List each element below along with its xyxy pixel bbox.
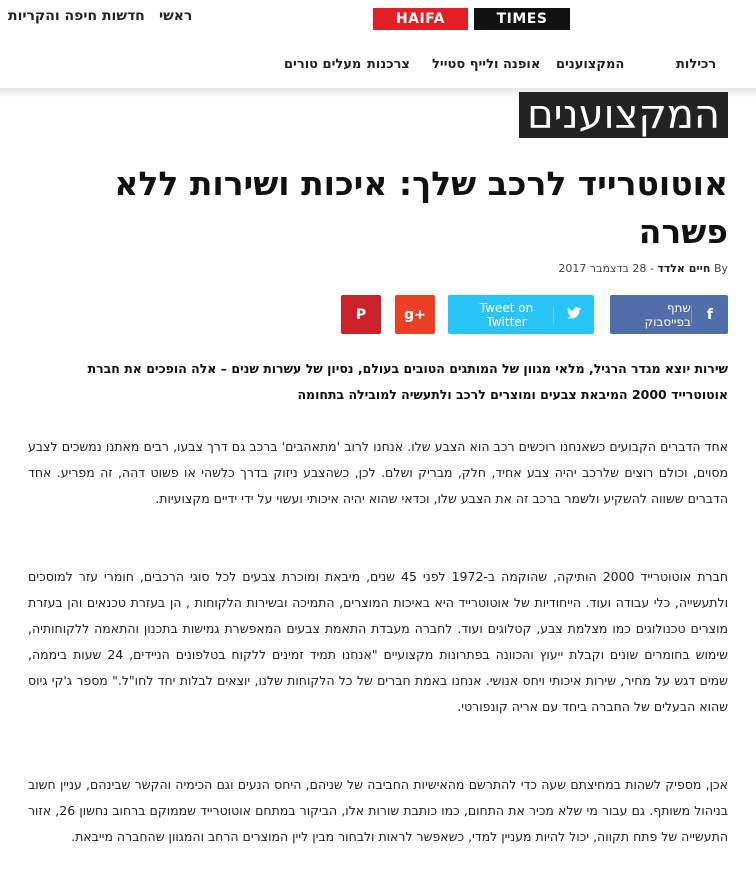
logo-haifa: HAIFA [373,8,468,30]
top-bar [0,0,756,40]
share-twitter-button[interactable] [448,295,594,334]
share-googleplus-button[interactable] [395,295,435,334]
byline [558,262,728,275]
nav-item-gossip[interactable]: רכילות [676,57,717,72]
share-twitter-label: Tweet on Twitter [479,300,534,329]
twitter-icon [553,307,594,323]
main-nav [0,48,756,88]
nav-item-columns[interactable]: מעלים טורים [284,57,362,72]
article-paragraph-1: אחד הדברים הקבועים כשאנחנו רוכשים רכב הוא הצבע שלו. אנחנו לרוב 'מתאהבים' ברכב גם דרך צבעו, רבים מאתנו נמשכים לצבע מסוים, וכולם רוצים שלרכב יהיה צבע אחיד, חלק, מבריק ושלם. לכן, כשהצבע ניזוק בדרך כלשהי או פשוט דהה, זה מפריע. אחד הדברים ששווה להשקיע ולשמר ברכב זה את הצבע שלו, וכדאי שהוא יהיה איכותי ועשוי על ידי ידיים מקצועיות. [28,439,728,506]
publish-date: 28 בדצמבר 2017 [558,262,647,275]
article-title: אוטוטרייד לרכב שלך: איכות ושירות ללא פשרה [114,164,728,251]
article-paragraph-2: חברת אוטוטרייד 2000 הותיקה, שהוקמה ב-1972 לפני 45 שנים, מיבאת ומוכרת צבעים לכל סוגי הרכבים, חומרי עזר למוסכים ולתעשייה, כלי עבודה ועוד. הייחודיות של אוטוטרייד היא באיכות המוצרים, התמיכה ובשירות הלקוחות , הן בעזרת טכנאים והן בעזרת מוצרים טכנולוגים כמו מצלמת צבע, קטלוגים ועוד. לחברה מעבדת התאמת צבעים המאפשרת גמישות בתכנון והתאמה ללקוחותיה, שימוש בחומרים שונים וקבלת ייעוץ והכוונה בפתרונות מקצועיים "אנחנו תמיד זמינים ללקוח בטלפונים הניידים, 24 שעות ביממה, שמים דגש על מחיר, שירות איכותי ויחס אנושי. אנחנו באמת חברים של כל הלקוחות שלנו, יוצאים לבלות יחד לחו"ל." מספר ג'קי גיוס שהוא הבעלים של החברה ביחד עם אריה קונפורטי. [28,569,728,714]
byline-prefix: By [713,262,728,275]
top-nav-home-link[interactable]: ראשי [159,8,193,24]
author-link[interactable]: חיים אלדד [657,262,711,275]
share-facebook-label: שתף בפייסבוק [644,300,691,329]
nav-item-consumer[interactable]: צרכנות [367,57,410,72]
byline-separator: - [649,262,654,275]
article-lead: שירות יוצא מגדר הרגיל, מלאי מגוון של המותגים הטובים בעולם, נסיון של עשרות שנים – אלה הופכים את חברת אוטוטרייד 2000 המיבאת צבעים ומוצרים לרכב ולתעשיה למובילה בתחומה [87,361,728,402]
nav-item-fashion[interactable]: אופנה ולייף סטייל [432,57,541,72]
share-facebook-button[interactable] [610,295,728,334]
pinterest-icon: P [355,306,367,323]
category-label[interactable]: המקצוענים [519,92,728,138]
facebook-icon: f [691,307,728,323]
site-logo[interactable] [373,8,570,30]
share-pinterest-button[interactable] [341,295,381,334]
nav-item-professionals[interactable]: המקצוענים [556,57,625,72]
google-plus-icon: g+ [404,306,426,323]
top-nav-news-link[interactable]: חדשות חיפה והקריות [8,8,145,24]
logo-times: TIMES [474,8,570,30]
article-paragraph-3: אכן, מספיק לשהות במחיצתם שעה כדי להתרשם מהאישיות החביבה של שניהם, היחס הנעים וגם הכימיה והקשר שבינהם, עניין חשוב בניהול משותף. גם עבור מי שלא מכיר את התחום, כמו כותבת שורות אלו, הביקור במתחם אוטוטרייד שממוקם ברחוב נחשון 26, אזור התעשייה של פתח תקווה, יכול להיות מעניין למדי, כשאפשר לראות ולבחור מבין ליין המוצרים הרחב והמגוון שהחברה מייבאת. [28,777,729,844]
